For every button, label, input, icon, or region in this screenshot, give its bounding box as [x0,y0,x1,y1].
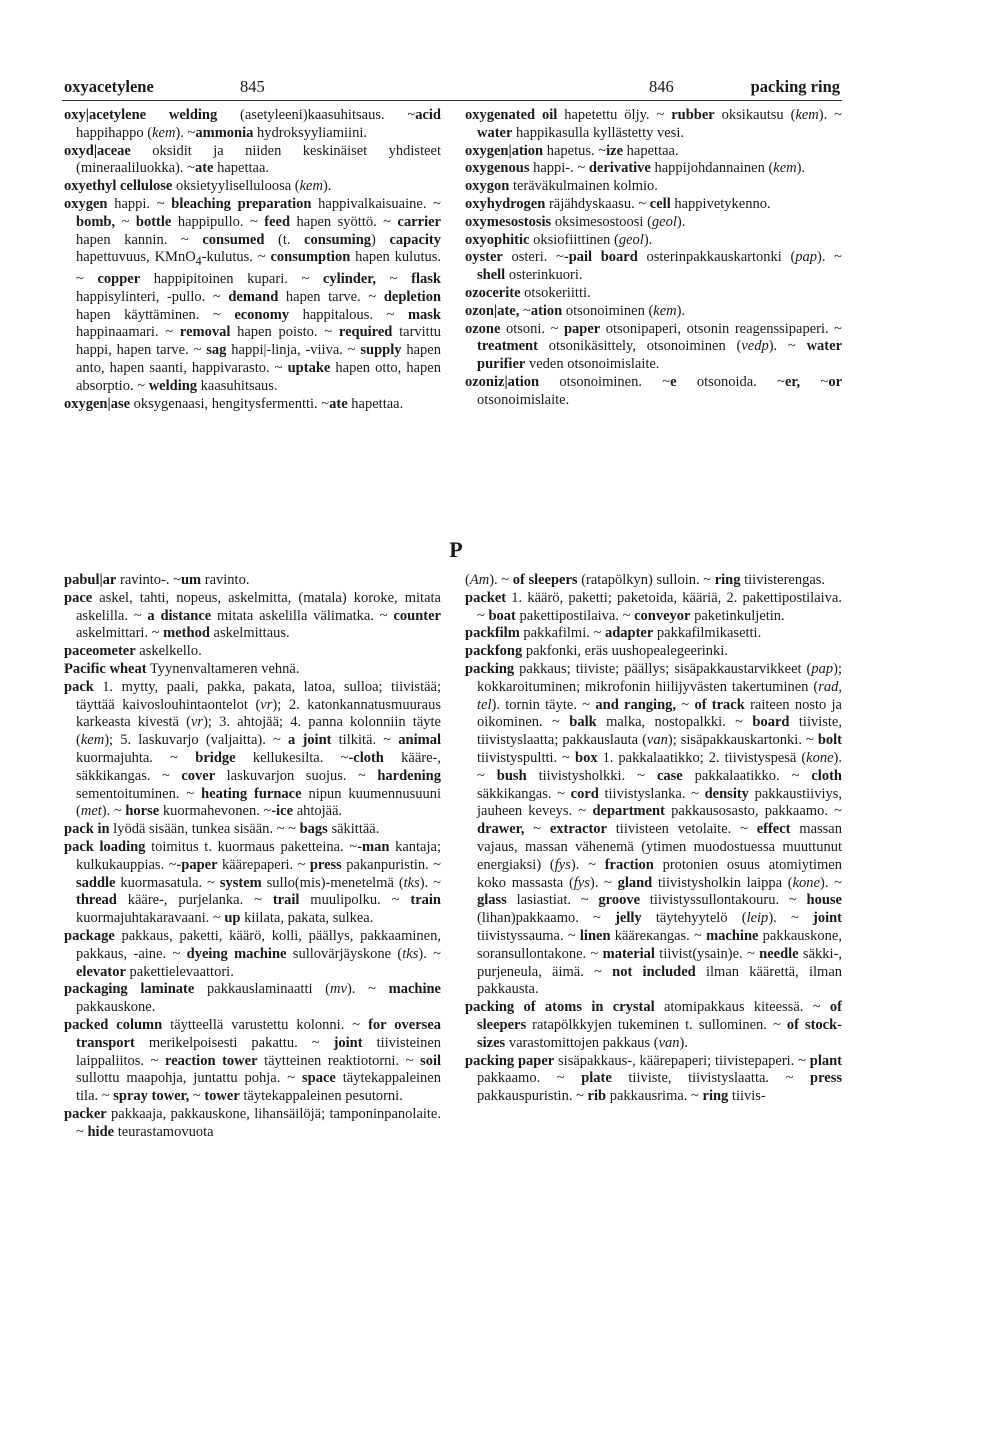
dictionary-entry: oxyethyl cellulose oksietyyliselluloosa (kem). [64,178,332,195]
page-header [62,70,842,101]
dictionary-entry: packfong pakfonki, eräs uushopealegeerinki. [465,643,728,660]
dictionary-entry: oyster osteri. ~-pail board osterinpakkauskartonki (pap). ~ shell osterinkuori. [465,249,842,284]
section-letter: P [449,537,463,562]
dictionary-entry: oxy|acetylene welding (asetyleeni)kaasuhitsaus. ~acid happihappo (kem). ~ammonia hydroksyyliamiini. [64,107,441,141]
column-top-left [64,107,441,413]
left-guide-word: oxyacetylene [64,77,154,96]
dictionary-entry: packet 1. käärö, paketti; paketoida, kääriä, 2. pakettipostilaiva. ~ boat pakettipostilaiva. ~ conveyor paketinkuljetin. [465,589,842,624]
dictionary-entry: oxygen|ation hapetus. ~ize hapettaa. [465,142,679,159]
dictionary-entry: oxyhydrogen räjähdyskaasu. ~ cell happivetykenno. [465,195,771,212]
dictionary-entry: oxygenous happi-. ~ derivative happijohdannainen (kem). [465,160,806,177]
dictionary-entry: pabul|ar ravinto-. ~um ravinto. [64,572,250,588]
dictionary-entry: packaging laminate pakkauslaminaatti (mv). ~ machine pakkauskone. [64,981,441,1016]
dictionary-entry: packing pakkaus; tiiviste; päällys; sisäpakkaustarvikkeet (pap); kokkaroituminen; mikrofonin hiilijyvästen takertuminen (rad, tel). tornin täyte. ~ and ranging, ~ of track raiteen nosto ja oikominen. ~ balk malka, nostopalkki. ~ board tiiviste, tiivistyslaatta; pakkauslauta (van); sisäpakkauskartonki. ~ bolt tiivistyspultti. ~ box 1. pakkalaatikko; 2. tiivistyspesä (kone). ~ bush tiivistysholkki. ~ case pakkalaatikko. ~ cloth säkkikangas. ~ cord tiivistyslanka. ~ density pakkaustiiviys, jauheen keveys. ~ department pakkausosasto, pakkaamo. ~ drawer, ~ extractor tiivisteen vetolaite. ~ effect massan vajaus, massan vähenemä (ytimen muodostuessa muuttunut energiaksi) (fys). ~ fraction protonien osuus atomiytimen koko massasta (fys). ~ gland tiivistysholkin laippa (kone). ~ glass lasiastiat. ~ groove tiivistyssullontakouru. ~ house (lihan)pakkaamo. ~ jelly täytehyytelö (leip). ~ joint tiivistyssauma. ~ linen kääreкangas. ~ machine pakkauskone, soransullontakone. ~ material tiivist(ysain)e. ~ needle säkki-, purjeneula, äimä. ~ not included ilman käärettä, ilman pakkausta. [465,660,843,998]
dictionary-entry: oxyophitic oksiofiittinen (geol). [465,231,653,248]
dictionary-entry: pack loading toimitus t. kuormaus paketteina. ~-man kantaja; kulkukauppias. ~-paper käärepaperi. ~ press pakanpuristin. ~ saddle kuormasatula. ~ system sullo(mis)-menetelmä (tks). ~ thread kääre-, purjelanka. ~ trail muulipolku. ~ train kuormajuhtakaravaani. ~ up kiilata, pakata, sulkea. [64,838,441,927]
dictionary-entry: oxygon teräväkulmainen kolmio. [465,178,658,195]
dictionary-entry: (Am). ~ of sleepers (ratapölkyn) sulloin. ~ ring tiivisterengas. [465,572,826,588]
dictionary-entry: Pacific wheat Tyynenvaltameren vehnä. [64,660,300,677]
dictionary-entry: pace askel, tahti, nopeus, askelmitta, (matala) koroke, mitata askelilla. ~ a distance mitata askelilla välimatka. ~ counter askelmittari. ~ method askelmittaus. [64,589,441,642]
dictionary-entry: packed column täytteellä varustettu kolonni. ~ for oversea transport merikelpoisesti pakattu. ~ joint tiivisteinen laippaliitos. ~ reaction tower täytteinen reaktiotorni. ~ soil sullottu maapohja, juntattu pohja. ~ space täytekappaleinen tila. ~ spray tower, ~ tower täytekappaleinen pesutorni. [64,1016,442,1105]
dictionary-entry: package pakkaus, paketti, käärö, kolli, päällys, pakkaaminen, pakkaus, -aine. ~ dyeing machine sullovärjäyskone (tks). ~ elevator pakettielevaattori. [64,927,442,980]
column-bottom-right [465,572,842,1106]
dictionary-entry: oxygenated oil hapetettu öljy. ~ rubber oksikautsu (kem). ~ water happikasulla kyllästetty vesi. [465,107,842,141]
dictionary-entry: pack in lyödä sisään, tunkea sisään. ~ ~ bags säkittää. [64,821,380,838]
column-top-right [465,107,842,410]
dictionary-entry: packing of atoms in crystal atomipakkaus kiteessä. ~ of sleepers ratapölkkyjen tukeminen t. sullominen. ~ of stock-sizes varastomittojen pakkaus (van). [465,999,842,1051]
left-page-number: 845 [240,77,265,96]
dictionary-entry: ozoniz|ation otsonoiminen. ~e otsonoida. ~er, ~or otsonoimislaite. [465,373,842,408]
dictionary-entry: paceometer askelkello. [64,643,202,660]
dictionary-entry: ozone otsoni. ~ paper otsonipaperi, otsonin reagenssipaperi. ~ treatment otsonikäsittely, otsonoiminen (vedp). ~ water purifier veden otsonoimislaite. [465,320,843,373]
dictionary-entry: packer pakkaaja, pakkauskone, lihansäilöjä; tamponinpanolaite. ~ hide teurastamovuota [64,1105,441,1140]
dictionary-entry: ozon|ate, ~ation otsonoiminen (kem). [465,302,686,319]
dictionary-entry: oxymesostosis oksimesostoosi (geol). [465,213,686,230]
dictionary-entry: ozocerite otsokeriitti. [465,284,591,301]
dictionary-entry: packfilm pakkafilmi. ~ adapter pakkafilmikasetti. [465,625,762,642]
dictionary-entry: oxygen happi. ~ bleaching preparation happivalkaisuaine. ~ bomb, ~ bottle happipullo. ~ feed hapen syöttö. ~ carrier hapen kannin. ~ consumed (t. consuming) capacity hapettuvuus, KMnO$_4$-kulutus. ~ consumption hapen kulutus. ~ copper happipitoinen kupari. ~ cylinder, ~ flask happisylinteri, -pullo. ~ demand hapen tarve. ~ depletion hapen käyttäminen. ~ economy happitalous. ~ mask happinaamari. ~ removal hapen poisto. ~ required tarvittu happi, hapen tarve. ~ sag happi|-linja, -viiva. ~ supply hapen anto, hapen saanti, happivarasto. ~ uptake hapen otto, hapen absorptio. ~ welding kaasuhitsaus. [64,195,442,394]
column-bottom-left [64,572,441,1142]
dictionary-entry: packing paper sisäpakkaus-, käärepaperi; tiivistepaperi. ~ plant pakkaamo. ~ plate tiiviste, tiivistyslaatta. ~ press pakkauspuristin. ~ rib pakkausrima. ~ ring tiivis- [465,1052,842,1105]
right-guide-word: packing ring [750,77,840,96]
right-page-number: 846 [649,77,674,96]
dictionary-entry: oxyd|aceae oksidit ja niiden keskinäiset yhdisteet (mineraaliluokka). ~ate hapettaa. [64,142,441,177]
dictionary-entry: oxygen|ase oksygenaasi, hengitysfermentti. ~ate hapettaa. [64,395,404,412]
dictionary-entry: pack 1. mytty, paali, pakka, pakata, latoa, sulloa; tiivistää; täyttää kaivoslouhintaontelot (vr); 2. katonkannatusmuuraus karkeasta kivestä (vr); 3. ahtojää; 4. panna kolonniin täyte (kem); 5. laskuvarjo (valjaitta). ~ a joint tilkitä. ~ animal kuormajuhta. ~ bridge kellukesilta. ~-cloth kääre-, säkkikangas. ~ cover laskuvarjon suojus. ~ hardening sementoituminen. ~ heating furnace nipun kuumennusuuni (met). ~ horse kuormahevonen. ~-ice ahtojää. [64,678,442,820]
